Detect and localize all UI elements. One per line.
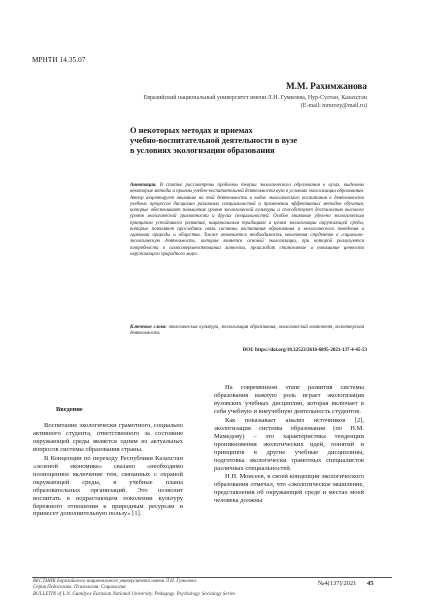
issue-number: №4(137)/2021 bbox=[318, 580, 357, 587]
right-column bbox=[214, 384, 364, 506]
author-affiliation bbox=[144, 95, 367, 110]
footer-divider bbox=[32, 577, 392, 578]
keywords bbox=[130, 325, 364, 338]
paragraph: Воспитание экологически грамотного, социально активного студента, ответственного за состояние окружающей среды является одним из актуальных вопросов системы образования страны. bbox=[33, 422, 183, 453]
footer-line-1: ВЕСТНИК Евразийского национального университета имени Л.Н. Гумилева. bbox=[33, 579, 198, 584]
abstract-label: Аннотация. bbox=[130, 183, 157, 188]
doi-link[interactable]: DOI: https://doi.org/10.32523/2616-6895-2021-137-4-45-53 bbox=[242, 348, 367, 353]
abstract bbox=[130, 183, 364, 258]
title-line-3: в условиях экологизации образования bbox=[130, 145, 275, 155]
title-line-2: учебно-воспитательной деятельности в вузе bbox=[130, 135, 298, 145]
paragraph: В Концепции по переходу Республики Казахстан «зеленой экономике» сказано «необходимо полноценное включение тем, связанных с охраной окружающей среды, в учебные планы образовательных организаций. Это позволит воспитать в подрастающем поколении культуру бережного отношения к природным ресурсам и принесет дополнительную пользу» [1]. bbox=[33, 454, 183, 518]
affiliation-text: Евразийский национальный университет имени Л.Н. Гумилева, Нур-Султан, Казахстан bbox=[143, 95, 367, 101]
paragraph: Н.Н. Моисеев, в своей концепции экологического образования отмечал, что «экологическое мышление, представления об окружающей среде и местах моей человека должны bbox=[214, 473, 364, 505]
left-column bbox=[33, 422, 183, 519]
footer-line-3: BULLETIN of L.N. Gumilyov Eurasian National University. Pedagogy. Psychology. Sociology Series bbox=[33, 591, 236, 597]
intro-heading: Введение bbox=[56, 406, 83, 413]
author-name: М.М. Рахимжанова bbox=[285, 81, 367, 91]
page-number: 45 bbox=[367, 580, 374, 587]
author-email: (E-mail: mmrozy@mail.ru) bbox=[300, 102, 367, 109]
keywords-label: Ключевые слова: bbox=[130, 325, 167, 330]
keywords-text: экологическая культура, экологизация образования, экологический компонент, волонтерская деятельность bbox=[130, 325, 364, 337]
paragraph: Как показывает анализ источников [2], экологизация системы образования (по Н.М. Мамедову) – это характеристика тенденции проникновения экологических идей, понятий и принципов в другие учебные дисциплины, подготовка экологически грамотных специалистов различных специальностей. bbox=[214, 416, 364, 472]
mrnti-code: МРНТИ 14.35.07 bbox=[32, 56, 86, 64]
footer-line-2: Серия Педагогика. Психология. Социология bbox=[33, 585, 126, 591]
abstract-text: В статье рассмотрены проблемы теории экологического образования в вузах, выделены некоторые методы и приемы учебно-воспитательной деятельности вуза в условиях экологизации образования. Автор акцентирует внимание на той деятельности и видах экологического воспитания в деятельности учебных процессов дисциплин различных специальностей и применении эффективных методов обучения, которые обеспечивают повышение уровня экологической культуры и способствуют достижению высокого уровня экологической грамотности и других специальностей. Особое внимание уделено экологическим принципам устойчивого развития, национальным традициям и целям экологизации окружающей среды, которые позволяют проследить связь системы воспитания образования и экологического поведения и гармонии природы и общества. Также отмечается необходимость вовлечения студентов в социально-экологическую деятельность, которая является основой экологизации, при которой реализуются потребности в самосовершенствовании личности, происходит становление и понимание ценности окружающего природного мира. bbox=[130, 183, 364, 257]
title-line-1: О некоторых методах и приемах bbox=[130, 126, 253, 135]
article-title bbox=[130, 126, 330, 155]
paragraph: На современном этапе развития системы образования важную роль играет экологизация вузовских учебных дисциплин, которая включает в себя учебную и внеучебную деятельность студентов. bbox=[214, 384, 364, 415]
journal-footer bbox=[33, 579, 235, 598]
